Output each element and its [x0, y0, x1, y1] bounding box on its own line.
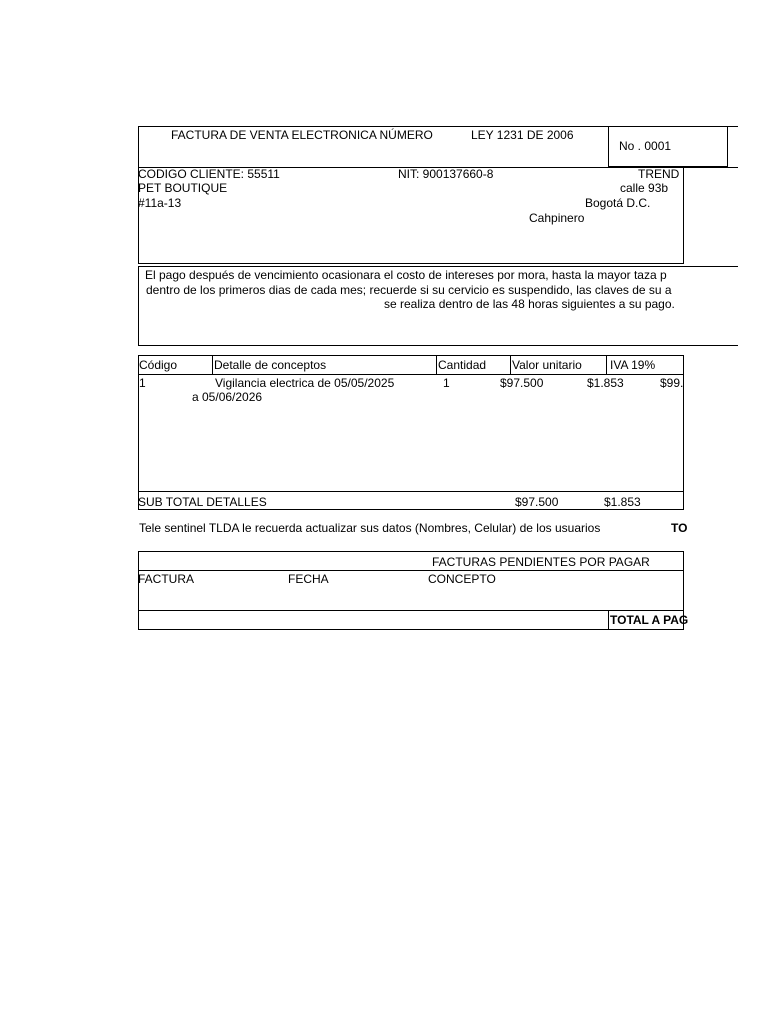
notice-line-2: dentro de los primeros dias de cada mes; recuerde si su cervicio es suspendido, las claves de su a [146, 283, 672, 297]
client-code: CODIGO CLIENTE: 55511 [138, 167, 280, 181]
subtotal-value: $97.500 [515, 495, 559, 509]
col-header-quantity: Cantidad [438, 358, 487, 372]
row-total: $99. [660, 376, 684, 390]
pending-total-cell-divider [608, 610, 609, 630]
row-detail-line-1: Vigilancia electrica de 05/05/2025 [215, 376, 395, 390]
client-street: calle 93b [620, 181, 669, 195]
pending-col-date: FECHA [288, 572, 329, 586]
notice-line-1: El pago después de vencimiento ocasionara el costo de intereses por mora, hasta la mayor taza p [145, 268, 667, 282]
table-col-divider [510, 355, 511, 375]
law-reference: LEY 1231 DE 2006 [471, 128, 574, 142]
row-iva: $1.853 [587, 376, 624, 390]
row-quantity: 1 [443, 376, 450, 390]
row-detail-line-2: a 05/06/2026 [192, 390, 263, 404]
pending-invoices-title: FACTURAS PENDIENTES POR PAGAR [432, 555, 650, 569]
col-header-detail: Detalle de conceptos [214, 358, 327, 372]
invoice-number: No . 0001 [619, 139, 672, 153]
row-unit-value: $97.500 [500, 376, 544, 390]
client-company: TREND [638, 167, 680, 181]
subtotal-iva: $1.853 [604, 495, 641, 509]
col-header-unit-value: Valor unitario [512, 358, 582, 372]
notice-line-3: se realiza dentro de las 48 horas siguientes a su pago. [384, 297, 675, 311]
pending-total-divider [138, 610, 684, 611]
pending-col-invoice: FACTURA [138, 572, 195, 586]
col-header-iva: IVA 19% [610, 358, 656, 372]
client-neighborhood: Cahpinero [529, 211, 585, 225]
subtotal-divider [138, 491, 684, 492]
table-col-divider [212, 355, 213, 375]
table-col-divider [606, 355, 607, 375]
client-address-number: #11a-13 [138, 196, 182, 210]
total-to-pay-label: TOTAL A PAG [610, 613, 689, 627]
row-code: 1 [139, 376, 146, 390]
client-name: PET BOUTIQUE [138, 181, 228, 195]
client-nit: NIT: 900137660-8 [398, 167, 494, 181]
total-label: TO [671, 521, 688, 535]
subtotal-label: SUB TOTAL DETALLES [138, 495, 267, 509]
update-data-reminder: Tele sentinel TLDA le recuerda actualizar sus datos (Nombres, Celular) de los usuarios [139, 521, 601, 535]
col-header-code: Código [139, 358, 178, 372]
pending-title-divider [138, 570, 684, 571]
invoice-title: FACTURA DE VENTA ELECTRONICA NÚMERO [171, 128, 433, 142]
client-city: Bogotá D.C. [585, 196, 651, 210]
pending-col-concept: CONCEPTO [428, 572, 496, 586]
table-col-divider [436, 355, 437, 375]
